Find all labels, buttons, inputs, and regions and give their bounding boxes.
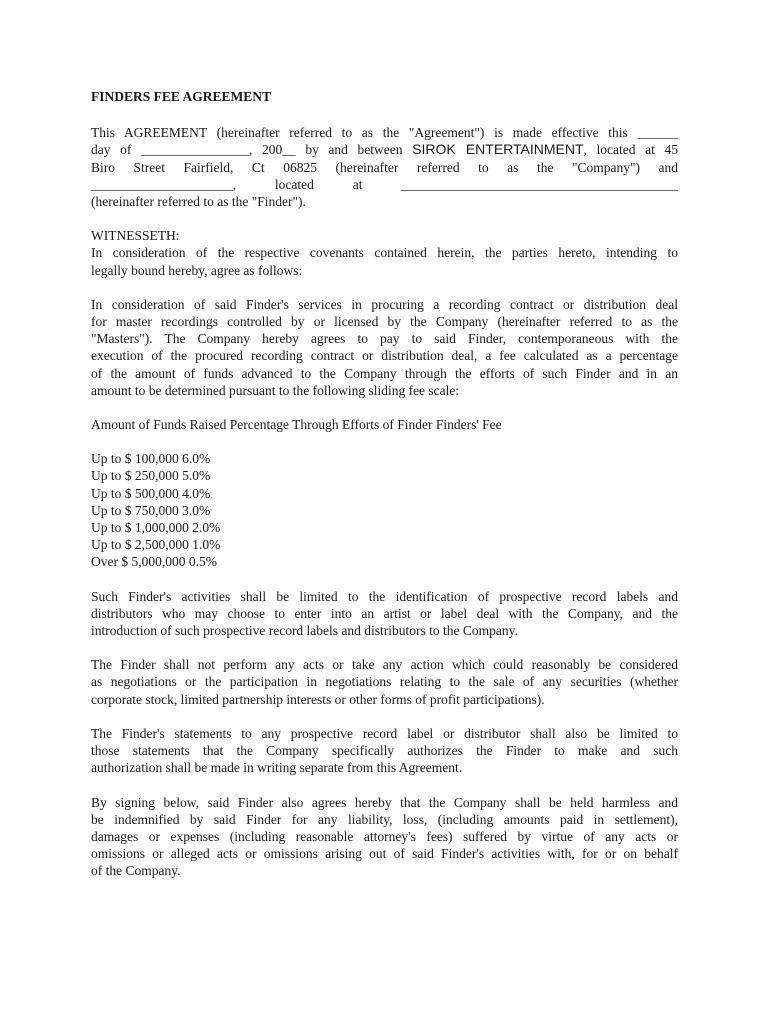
services-line-4: execution of the procured recording contract or distribution deal, a fee calculated as a percentage xyxy=(91,348,678,364)
indemnity-line-5: of the Company. xyxy=(91,863,181,879)
statements-line-2: those statements that the Company specifically authorizes the Finder to make and such xyxy=(91,743,678,759)
intro-line-2-end: , located at 45 xyxy=(583,142,678,158)
intro-line-2-start: day of ________________, 200__ by and between xyxy=(91,142,413,158)
services-line-3: "Masters"). The Company hereby agrees to pay to said Finder, contemporaneous with the xyxy=(91,331,678,347)
fee-row: Up to $ 2,500,000 1.0% xyxy=(91,537,221,553)
witnesseth-line-2: legally bound hereby, agree as follows: xyxy=(91,262,303,278)
securities-line-3: corporate stock, limited partnership interests or other forms of profit participations). xyxy=(91,691,545,707)
securities-line-1: The Finder shall not perform any acts or take any action which could reasonably be considered xyxy=(91,657,678,673)
statements-line-1: The Finder's statements to any prospective record label or distributor shall also be limited to xyxy=(91,725,678,741)
services-line-5: of the amount of funds advanced to the Company through the efforts of such Finder and in an xyxy=(91,365,678,381)
activities-line-1: Such Finder's activities shall be limited to the identification of prospective record labels and xyxy=(91,588,678,604)
statements-line-3: authorization shall be made in writing separate from this Agreement. xyxy=(91,760,463,776)
statements-paragraph xyxy=(91,725,678,777)
witnesseth-heading: WITNESSETH: xyxy=(91,228,180,244)
indemnity-line-1: By signing below, said Finder also agrees hereby that the Company shall be held harmless and xyxy=(91,794,678,810)
activities-paragraph xyxy=(91,588,678,640)
indemnity-paragraph xyxy=(91,794,678,880)
services-line-6: amount to be determined pursuant to the following sliding fee scale: xyxy=(91,382,460,398)
fee-row: Over $ 5,000,000 0.5% xyxy=(91,554,217,570)
intro-line-4: _____________________, located at _________________________________________ xyxy=(91,176,678,192)
fee-scale-header: Amount of Funds Raised Percentage Through Efforts of Finder Finders' Fee xyxy=(91,417,502,433)
indemnity-line-2: be indemnified by said Finder for any liability, loss, (including amounts paid in settlement), xyxy=(91,811,678,827)
intro-line-5: (hereinafter referred to as the "Finder"). xyxy=(91,194,306,210)
document-page xyxy=(91,88,678,880)
activities-line-2: distributors who may choose to enter into an artist or label deal with the Company, and the xyxy=(91,605,678,621)
company-name: SIROK ENTERTAINMENT xyxy=(412,141,584,158)
fee-row: Up to $ 1,000,000 2.0% xyxy=(91,520,221,536)
services-line-2: for master recordings controlled by or licensed by the Company (hereinafter referred to as the xyxy=(91,314,678,330)
witnesseth-line-1: In consideration of the respective covenants contained herein, the parties hereto, intending to xyxy=(91,245,678,261)
fee-row: Up to $ 100,000 6.0% xyxy=(91,451,211,467)
fee-row: Up to $ 750,000 3.0% xyxy=(91,502,211,518)
activities-line-3: introduction of such prospective record labels and distributors to the Company. xyxy=(91,623,518,639)
services-paragraph xyxy=(91,296,678,399)
document-title: FINDERS FEE AGREEMENT xyxy=(91,89,272,104)
intro-paragraph xyxy=(91,124,678,210)
intro-line-1: This AGREEMENT (hereinafter referred to as the "Agreement") is made effective this ______ xyxy=(91,125,678,141)
witnesseth-paragraph xyxy=(91,227,678,279)
services-line-1: In consideration of said Finder's services in procuring a recording contract or distribution deal xyxy=(91,296,678,312)
intro-line-3: Biro Street Fairfield, Ct 06825 (hereinafter referred to as the "Company") and xyxy=(91,159,678,175)
securities-line-2: as negotiations or the participation in negotiations relating to the sale of any securities (whether xyxy=(91,674,678,690)
fee-row: Up to $ 250,000 5.0% xyxy=(91,468,211,484)
securities-paragraph xyxy=(91,656,678,708)
indemnity-line-3: damages or expenses (including reasonable attorney's fees) suffered by virtue of any acts or xyxy=(91,828,678,844)
indemnity-line-4: omissions or alleged acts or omissions arising out of said Finder's activities with, for or on behalf xyxy=(91,846,678,862)
fee-scale-list xyxy=(91,450,678,570)
fee-row: Up to $ 500,000 4.0% xyxy=(91,485,211,501)
intro-line-2 xyxy=(91,141,678,158)
